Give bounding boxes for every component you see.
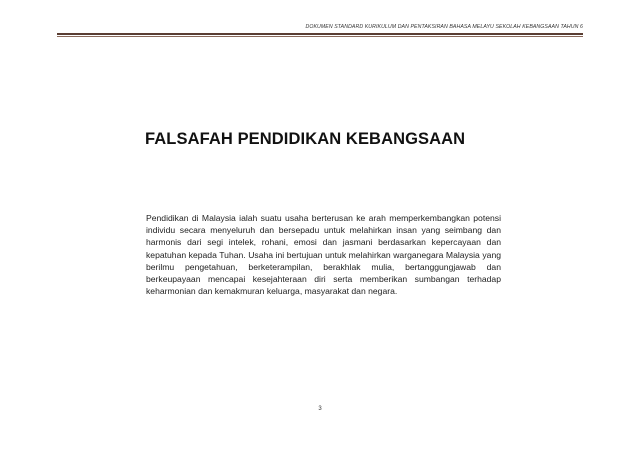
running-header: DOKUMEN STANDARD KURIKULUM DAN PENTAKSIRAN BAHASA MELAYU SEKOLAH KEBANGSAAN TAHUN 6: [305, 24, 583, 30]
header-divider-thin: [57, 36, 583, 37]
header-divider: [57, 33, 583, 35]
page-title: FALSAFAH PENDIDIKAN KEBANGSAAN: [145, 130, 466, 148]
body-paragraph: Pendidikan di Malaysia ialah suatu usaha berterusan ke arah memperkembangkan potensi individu secara menyeluruh dan bersepadu untuk melahirkan insan yang seimbang dan harmonis dari segi intelek, rohani, emosi dan jasmani berdasarkan kepercayaan dan kepatuhan kepada Tuhan. Usaha ini bertujuan untuk melahirkan warganegara Malaysia yang berilmu pengetahuan, berketerampilan, berakhlak mulia, bertanggungjawab dan berkeupayaan mencapai kesejahteraan diri serta memberikan sumbangan terhadap keharmonian dan kemakmuran keluarga, masyarakat dan negara.: [146, 213, 501, 297]
page-number: 3: [318, 406, 322, 412]
